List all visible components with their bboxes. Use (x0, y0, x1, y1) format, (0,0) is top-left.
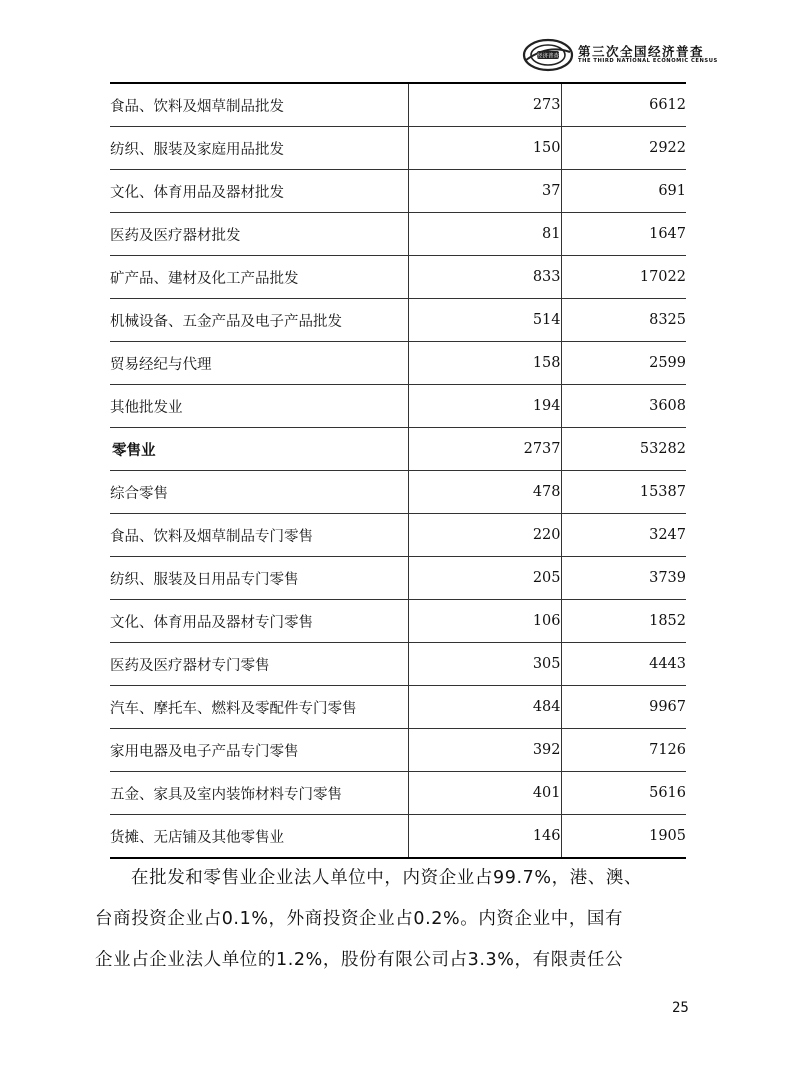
row-value-persons: 53282 (561, 428, 686, 471)
row-value-persons: 3739 (561, 557, 686, 600)
paragraph-line: 台商投资企业占0.1%，外商投资企业占0.2%。内资企业中，国有 (95, 909, 624, 929)
row-label: 食品、饮料及烟草制品批发 (110, 83, 408, 127)
table-row (110, 815, 686, 859)
row-label: 矿产品、建材及化工产品批发 (110, 256, 408, 299)
row-label: 五金、家具及室内装饰材料专门零售 (110, 772, 408, 815)
row-value-persons: 2599 (561, 342, 686, 385)
census-title-en: THE THIRD NATIONAL ECONOMIC CENSUS (578, 58, 718, 64)
row-value-persons: 691 (561, 170, 686, 213)
statistics-table (110, 82, 686, 859)
row-value-units: 478 (408, 471, 561, 514)
row-value-persons: 3608 (561, 385, 686, 428)
row-value-units: 392 (408, 729, 561, 772)
row-label: 汽车、摩托车、燃料及零配件专门零售 (110, 686, 408, 729)
paragraph-line: 在批发和零售业企业法人单位中，内资企业占99.7%，港、澳、 (131, 868, 643, 888)
table-row (110, 729, 686, 772)
statistics-table-wrapper (110, 82, 686, 859)
row-value-units: 205 (408, 557, 561, 600)
row-value-units: 37 (408, 170, 561, 213)
row-value-persons: 6612 (561, 83, 686, 127)
row-label: 家用电器及电子产品专门零售 (110, 729, 408, 772)
row-value-persons: 8325 (561, 299, 686, 342)
row-label: 贸易经纪与代理 (110, 342, 408, 385)
table-row (110, 643, 686, 686)
census-emblem-icon (522, 38, 574, 72)
row-value-units: 305 (408, 643, 561, 686)
table-row (110, 256, 686, 299)
row-value-units: 146 (408, 815, 561, 859)
row-label: 医药及医疗器材批发 (110, 213, 408, 256)
row-label: 文化、体育用品及器材批发 (110, 170, 408, 213)
row-value-persons: 1852 (561, 600, 686, 643)
row-value-units: 484 (408, 686, 561, 729)
row-value-persons: 3247 (561, 514, 686, 557)
table-row (110, 213, 686, 256)
row-value-units: 194 (408, 385, 561, 428)
row-value-units: 158 (408, 342, 561, 385)
row-value-units: 401 (408, 772, 561, 815)
row-value-units: 220 (408, 514, 561, 557)
row-value-persons: 7126 (561, 729, 686, 772)
row-value-units: 833 (408, 256, 561, 299)
table-row (110, 772, 686, 815)
census-logo (522, 38, 718, 72)
row-label: 文化、体育用品及器材专门零售 (110, 600, 408, 643)
paragraph-line: 企业占企业法人单位的1.2%，股份有限公司占3.3%，有限责任公 (95, 950, 624, 970)
table-row (110, 686, 686, 729)
row-label: 货摊、无店铺及其他零售业 (110, 815, 408, 859)
row-value-persons: 2922 (561, 127, 686, 170)
table-row (110, 514, 686, 557)
row-value-persons: 4443 (561, 643, 686, 686)
row-label: 其他批发业 (110, 385, 408, 428)
row-label: 机械设备、五金产品及电子产品批发 (110, 299, 408, 342)
table-row (110, 385, 686, 428)
table-row (110, 170, 686, 213)
page-number: 25 (672, 1000, 689, 1016)
row-value-persons: 17022 (561, 256, 686, 299)
row-value-units: 106 (408, 600, 561, 643)
table-row (110, 471, 686, 514)
row-value-persons: 1905 (561, 815, 686, 859)
row-value-units: 81 (408, 213, 561, 256)
row-label: 纺织、服装及家庭用品批发 (110, 127, 408, 170)
table-row (110, 600, 686, 643)
table-row (110, 342, 686, 385)
row-value-units: 514 (408, 299, 561, 342)
row-value-persons: 15387 (561, 471, 686, 514)
row-value-units: 2737 (408, 428, 561, 471)
row-value-units: 150 (408, 127, 561, 170)
table-row (110, 127, 686, 170)
body-paragraph (95, 858, 705, 981)
row-value-persons: 1647 (561, 213, 686, 256)
row-label: 医药及医疗器材专门零售 (110, 643, 408, 686)
row-label: 零售业 (110, 428, 408, 471)
table-row (110, 299, 686, 342)
row-label: 食品、饮料及烟草制品专门零售 (110, 514, 408, 557)
row-label: 纺织、服装及日用品专门零售 (110, 557, 408, 600)
statistics-table-body (110, 83, 686, 858)
table-row (110, 83, 686, 127)
row-value-persons: 9967 (561, 686, 686, 729)
table-category-row (110, 428, 686, 471)
row-label: 综合零售 (110, 471, 408, 514)
table-row (110, 557, 686, 600)
svg-text:经济普查: 经济普查 (536, 53, 560, 60)
row-value-units: 273 (408, 83, 561, 127)
census-title-cn: 第三次全国经济普查 (578, 44, 705, 59)
row-value-persons: 5616 (561, 772, 686, 815)
